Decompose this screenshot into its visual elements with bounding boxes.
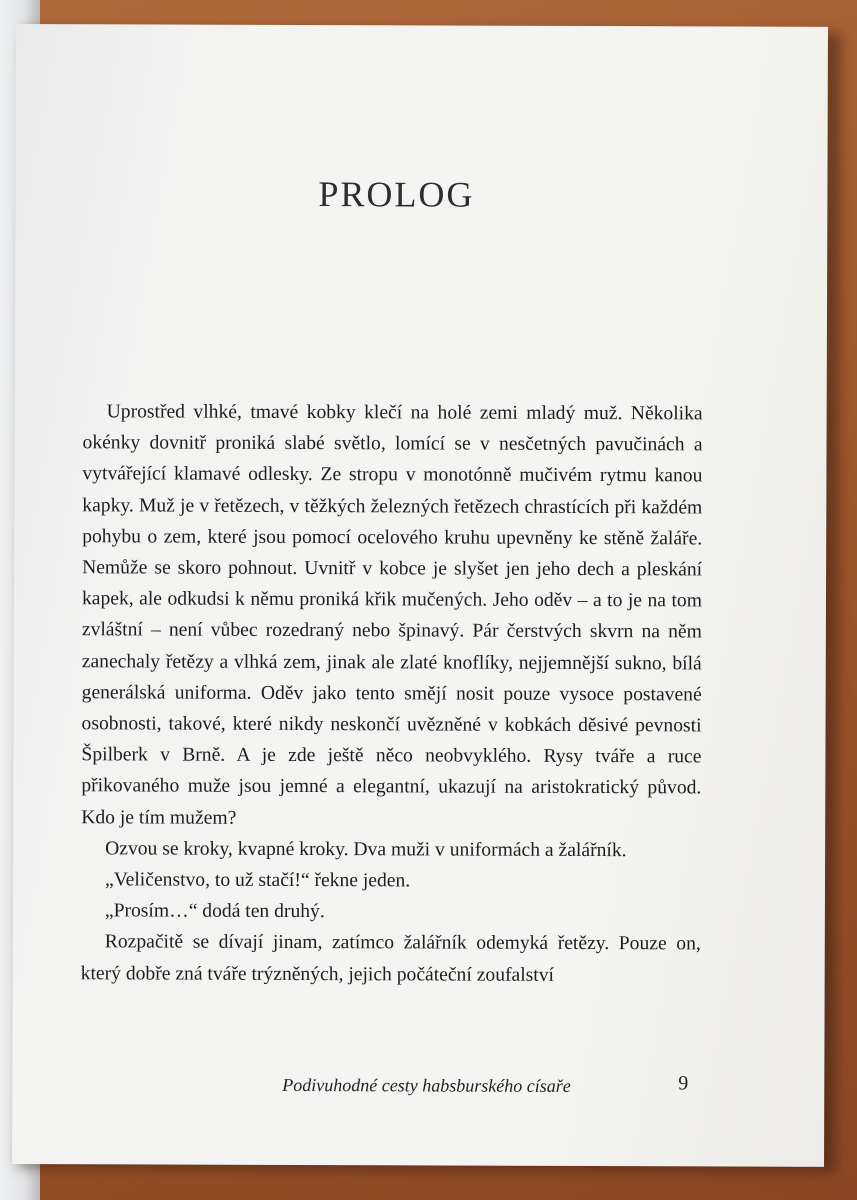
paragraph: „Veličenstvo, to už stačí!“ řekne jeden. <box>104 869 411 892</box>
page-number: 9 <box>678 1072 689 1095</box>
paragraph: Uprostřed vlhké, tmavé kobky klečí na holé zemi mladý muž. Několika okénky dovnitř proniká slabé světlo, lomící se v nesčetných pavučinách a vytvářející klamavé odlesky. Ze stropu v monotónně mučivém rytmu kanou kapky. Muž je v řetězech, v těžkých železných řetězech chrastících při každém pohybu o zem, které jsou pomocí ocelového kruhu upevněny ke stěně žaláře. Nemůže se skoro pohnout. Uvnitř v kobce je slyšet jen jeho dech a pleskání kapek, ale odkudsi k němu proniká křik mučených. Jeho oděv – a to je na tom zvláštní – není vůbec rozedraný nebo špinavý. Pár čerstvých skvrn na něm zanechaly řetězy a vlhká zem, jinak ale zlaté knoflíky, nejjemnější sukno, bílá generálská uniforma. Oděv jako tento smějí nosit pouze vysoce postavené osobnosti, takové, které nikdy neskončí uvězněné v kobkách děsivé pevnosti Špilberk v Brně. A je zde ještě něco neobvyklého. Rysy tváře a ruce přikovaného muže jsou jemné a elegantní, ukazují na aristokratický původ. Kdo je tím mužem? <box>81 401 703 829</box>
chapter-title: PROLOG <box>318 174 475 215</box>
paragraph: Rozpačitě se dívají jinam, zatímco žalářník odemyká řetězy. Pouze on, který dobře zná tváře trýzněných, jejich počáteční zoufalství <box>80 931 701 986</box>
body-text <box>81 396 703 991</box>
paragraph: Ozvou se kroky, kvapné kroky. Dva muži v uniformách a žalářník. <box>105 838 627 861</box>
book-page <box>12 24 828 1167</box>
paragraph: „Prosím…“ dodá ten druhý. <box>104 900 325 923</box>
running-footer-title: Podivuhodné cesty habsburského císaře <box>282 1074 571 1096</box>
